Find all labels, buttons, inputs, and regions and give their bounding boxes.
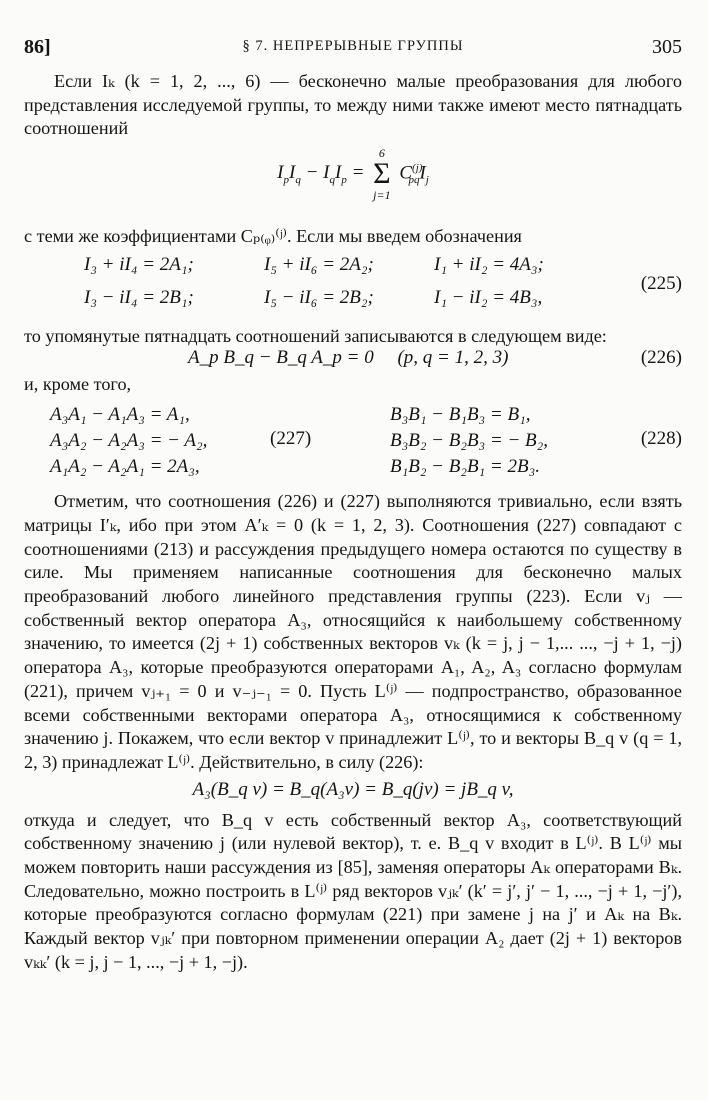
eq225-number: (225) — [640, 272, 682, 294]
equation-225 — [24, 253, 682, 325]
paragraph-2: с теми же коэффициентами Cₚ₍ᵩ₎⁽ʲ⁾. Если мы введем обозначения — [24, 226, 522, 247]
paragraph-5: Отметим, что соотношения (226) и (227) выполняются тривиально, если взять матрицы I′ₖ, ибо при этом A′ₖ = 0 (k = 1, 2, 3). Соотношения (227) совпадают с соотношениями (213) и рассуждения предыдущего номера остаются по существу в силе. Мы применяем написанные соотношения для бесконечно малых преобразований любого линейного представления группы (223). Если vⱼ — собственный вектор оператора A₃, относящийся к наибольшему собственному значению, то имеется (2j + 1) собственных векторов vₖ (k = j, j − 1,... ..., −j + 1, −j) оператора A₃, которые преобразуются операторами A₁, A₂, A₃ согласно формулам (221), причем vⱼ₊₁ = 0 и v₋ⱼ₋₁ = 0. Пусть L⁽ʲ⁾ — подпространство, образованное всеми собственными векторами оператора A₃, относящимися к собственному значению j. Покажем, что если вектор v принадлежит L⁽ʲ⁾, то и векторы B_q v (q = 1, 2, 3) принадлежат L⁽ʲ⁾. Действительно, в силу (226): — [24, 491, 682, 772]
eq227-line-2: A₃A₂ − A₂A₃ = − A₂, — [50, 430, 208, 452]
eq226-number: (226) — [640, 346, 682, 368]
equation-226 — [24, 347, 682, 373]
eq227-number: (227) — [270, 428, 312, 450]
eq226-formula: A_p B_q − B_q A_p = 0 (p, q = 1, 2, 3) — [188, 346, 509, 368]
sum-upper-limit: 6 — [378, 146, 385, 161]
section-ref: 86] — [24, 36, 51, 58]
eq228-line-1: B₃B₁ − B₁B₃ = B₁, — [390, 404, 531, 426]
page-number: 305 — [652, 36, 682, 58]
paragraph-1: Если Iₖ (k = 1, 2, ..., 6) — бесконечно малые преобразования для любого представления исследуемой группы, то между ними также имеют место пятнадцать соотношений — [24, 71, 682, 139]
paragraph-3: то упомянутые пятнадцать соотношений записываются в следующем виде: — [24, 325, 607, 346]
sum-lower-limit: j=1 — [373, 188, 391, 203]
eq227-line-3: A₁A₂ − A₂A₁ = 2A₃, — [50, 456, 200, 478]
page — [24, 32, 682, 975]
running-header — [24, 32, 682, 62]
eq-chain-formula: A₃(B_q v) = B_q(A₃v) = B_q(jv) = jB_q v, — [192, 778, 514, 800]
eq225-r1c3: I₁ + iI₂ = 4A₃; — [434, 253, 544, 275]
paragraph-6: откуда и следует, что B_q v есть собственный вектор A₃, соответствующий собственному значению j (или нулевой вектор), т. е. B_q v входит в L⁽ʲ⁾. В L⁽ʲ⁾ мы можем повторить наши рассуждения из [85], заменяя операторы Aₖ операторами Bₖ. Следовательно, можно построить в L⁽ʲ⁾ ряд векторов vⱼₖ′ (k′ = j′, j′ − 1, ..., −j + 1, −j′), которые преобразуются согласно формулам (221) при замене j на j′ и Aₖ на Bₖ. Каждый вектор vⱼₖ′ при повторном применении операции A₂ дает (2j + 1) векторов vₖₖ′ (k = j, j − 1, ..., −j + 1, −j). — [24, 809, 682, 972]
equation-commutator-sum: $I_pI_q - I_qI_p$ = 6 Σ j=1 $C^{(j)}_{pq}I_j$ — [277, 146, 429, 203]
eq225-r1c1: I₃ + iI₄ = 2A₁; — [84, 253, 194, 275]
running-title: § 7. НЕПРЕРЫВНЫЕ ГРУППЫ — [242, 38, 464, 54]
sum-operator: 6 Σ j=1 — [373, 146, 391, 203]
eq228-number: (228) — [640, 428, 682, 450]
eq228-line-3: B₁B₂ − B₂B₁ = 2B₃. — [390, 456, 540, 478]
eq225-r2c3: I₁ − iI₂ = 4B₃, — [434, 286, 543, 308]
eq225-r2c2: I₅ − iI₆ = 2B₂; — [264, 286, 374, 308]
eq225-r1c2: I₅ + iI₆ = 2A₂; — [264, 253, 374, 275]
eq225-r2c1: I₃ − iI₄ = 2B₁; — [84, 286, 194, 308]
equation-chain — [24, 779, 682, 809]
eq228-line-2: B₃B₂ − B₂B₃ = − B₂, — [390, 430, 549, 452]
paragraph-4: и, кроме того, — [24, 373, 132, 394]
equations-227-228 — [24, 402, 682, 484]
eq227-line-1: A₃A₁ − A₁A₃ = A₁, — [50, 404, 190, 426]
